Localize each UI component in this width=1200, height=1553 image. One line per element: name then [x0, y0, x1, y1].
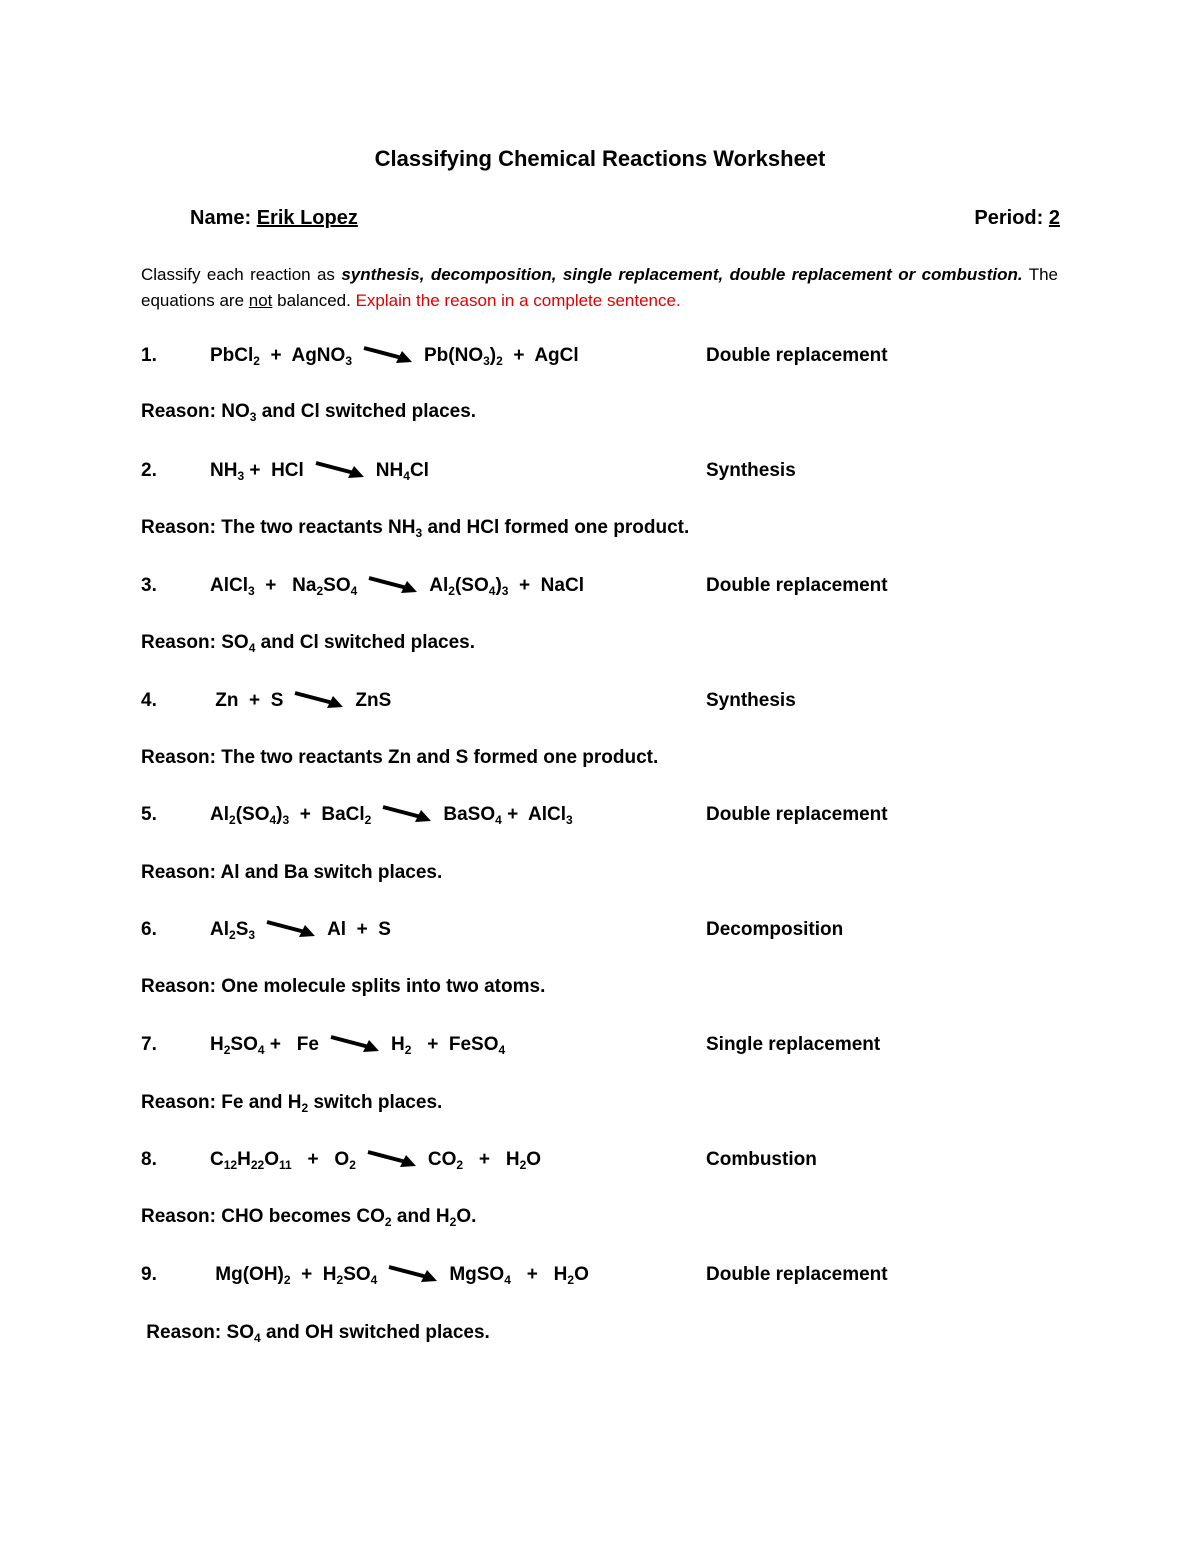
reason-text — [141, 632, 475, 654]
reason-part: and HCl formed one product. — [422, 517, 690, 538]
problem-number: 1. — [141, 345, 157, 366]
reactant-text-subscript: 3 — [237, 469, 245, 484]
product-text-subscript: 3 — [501, 584, 509, 599]
reason-part-subscript: 2 — [301, 1101, 309, 1115]
product-text: (SO — [454, 575, 489, 597]
reaction-arrow-icon — [314, 460, 366, 482]
name-field — [190, 207, 358, 230]
reactant-text-subscript: 4 — [269, 813, 277, 828]
reaction-classification: Double replacement — [706, 804, 888, 825]
product-text-subscript: 4 — [403, 469, 410, 484]
reason-text — [141, 1206, 476, 1228]
reactant-text-subscript: 2 — [283, 1273, 291, 1288]
reason-part: Reason: Al and Ba switch places. — [141, 862, 443, 883]
reaction-classification: Single replacement — [706, 1034, 881, 1055]
instructions-not: not — [248, 291, 273, 310]
product-text: + AlCl — [501, 804, 567, 826]
instructions-text-3: balanced. — [272, 291, 356, 310]
reason-part: O. — [456, 1206, 477, 1227]
chemical-equation — [210, 804, 573, 826]
reactant-text: AlCl — [210, 575, 248, 597]
problem-row — [0, 345, 1200, 375]
reactant-text: SO — [343, 1264, 371, 1286]
product-text: ZnS — [355, 690, 392, 712]
reactant-text: ) — [276, 804, 283, 826]
reactant-text-subscript: 2 — [316, 584, 324, 599]
problem-row — [0, 1149, 1200, 1179]
reason-text — [141, 517, 689, 539]
reason-part: switch places. — [308, 1092, 443, 1113]
period-label: Period: — [974, 207, 1044, 229]
product-text: O — [526, 1149, 542, 1171]
reactant-text-subscript: 3 — [248, 584, 255, 599]
name-value: Erik Lopez — [256, 207, 358, 229]
product-text-subscript: 2 — [456, 1158, 464, 1173]
reason-part: and Cl switched places. — [256, 401, 477, 422]
reactant-text-subscript: 2 — [229, 813, 236, 828]
product-text-subscript: 4 — [498, 1043, 506, 1058]
reason-part: Reason: SO — [141, 1322, 254, 1343]
reason-part: Reason: The two reactants NH — [141, 517, 416, 538]
product-text-subscript: 2 — [496, 354, 503, 369]
reason-part: Reason: Fe and H — [141, 1092, 302, 1113]
product-text: Pb(NO — [424, 345, 484, 367]
reactant-text: PbCl — [210, 345, 254, 367]
reaction-arrow-icon — [367, 575, 419, 597]
problem-row — [0, 1034, 1200, 1064]
reason-part: Reason: SO — [141, 632, 249, 653]
product-text: O — [574, 1264, 589, 1286]
product-text-subscript: 2 — [448, 584, 455, 599]
period-value: 2 — [1048, 207, 1060, 229]
instructions — [141, 262, 1058, 314]
product-text-subscript: 4 — [488, 584, 496, 599]
product-text-subscript: 2 — [404, 1043, 412, 1058]
reactant-text-subscript: 2 — [253, 354, 260, 369]
problem-row — [0, 460, 1200, 490]
chemical-equation — [210, 1034, 505, 1056]
reactant-text-subscript: 2 — [223, 1043, 231, 1058]
reactant-text: Mg(OH) — [210, 1264, 284, 1286]
reactant-text-subscript: 12 — [223, 1158, 238, 1173]
reactant-text: SO — [323, 575, 351, 597]
reactant-text: H — [237, 1149, 251, 1171]
reason-part: and OH switched places. — [260, 1322, 490, 1343]
reactant-text: + H — [290, 1264, 337, 1286]
chemical-equation — [210, 345, 579, 367]
product-text: ) — [489, 345, 497, 367]
reaction-classification: Double replacement — [706, 345, 888, 366]
reactant-text-subscript: 3 — [345, 354, 352, 369]
product-text: + FeSO — [411, 1034, 499, 1056]
reactant-text: + BaCl — [289, 804, 365, 826]
product-text-subscript: 4 — [504, 1273, 511, 1288]
reason-part: Reason: CHO becomes CO — [141, 1206, 385, 1227]
product-text: Cl — [409, 460, 429, 482]
problem-row — [0, 804, 1200, 834]
problem-number: 8. — [141, 1149, 157, 1170]
product-text: BaSO — [443, 804, 496, 826]
reason-part: and H — [391, 1206, 450, 1227]
product-text-subscript: 3 — [566, 813, 573, 828]
chemical-equation — [210, 1149, 541, 1171]
reaction-classification: Decomposition — [706, 919, 844, 940]
problem-row — [0, 919, 1200, 949]
reaction-arrow-icon — [265, 919, 317, 941]
reactant-text-subscript: 2 — [229, 928, 236, 943]
reaction-arrow-icon — [293, 690, 345, 712]
product-text: CO — [427, 1149, 457, 1171]
chemical-equation — [210, 1264, 589, 1286]
period-field — [974, 207, 1060, 230]
reaction-classification: Synthesis — [706, 460, 796, 481]
reason-text — [141, 401, 476, 423]
reason-part-subscript: 4 — [248, 641, 256, 655]
reactant-text: + HCl — [244, 460, 304, 482]
reactant-text-subscript: 22 — [250, 1158, 265, 1173]
product-text-subscript: 3 — [483, 354, 490, 369]
product-text: ) — [495, 575, 502, 597]
reactant-text-subscript: 4 — [350, 584, 358, 599]
problem-number: 6. — [141, 919, 157, 940]
reaction-arrow-icon — [329, 1034, 381, 1056]
reason-part-subscript: 3 — [249, 410, 257, 424]
reason-part: Reason: NO — [141, 401, 250, 422]
reactant-text: C — [210, 1149, 224, 1171]
product-text: H — [390, 1034, 405, 1056]
reaction-classification: Combustion — [706, 1149, 817, 1170]
chemical-equation — [210, 575, 584, 597]
reactant-text: + AgNO — [259, 345, 346, 367]
reactant-text: NH — [210, 460, 238, 482]
reactant-text: + Na — [254, 575, 317, 597]
product-text-subscript: 2 — [567, 1273, 575, 1288]
reactant-text-subscript: 4 — [257, 1043, 265, 1058]
problem-number: 7. — [141, 1034, 157, 1055]
reactant-text: Al — [210, 919, 229, 941]
reactant-text: (SO — [235, 804, 270, 826]
product-text-subscript: 4 — [495, 813, 502, 828]
reactant-text: Al — [210, 804, 229, 826]
reason-text — [141, 862, 442, 884]
chemical-equation — [210, 690, 391, 712]
reactant-text: H — [210, 1034, 224, 1056]
instructions-text: Classify each reaction as — [141, 265, 342, 284]
problem-number: 3. — [141, 575, 157, 596]
instructions-red-note: Explain the reason in a complete sentence. — [355, 291, 681, 310]
reactant-text-subscript: 3 — [282, 813, 290, 828]
reason-part: Reason: The two reactants Zn and S formed one product. — [141, 747, 659, 768]
reactant-text: + Fe — [264, 1034, 319, 1056]
product-text-subscript: 2 — [519, 1158, 527, 1173]
reason-text — [141, 747, 658, 769]
reactant-text: S — [235, 919, 249, 941]
product-text: + NaCl — [508, 575, 584, 597]
reactant-text-subscript: 3 — [248, 928, 256, 943]
reason-part-subscript: 4 — [253, 1331, 261, 1345]
reactant-text: O — [264, 1149, 279, 1171]
product-text: Al — [429, 575, 449, 597]
reason-part: Reason: One molecule splits into two atoms. — [141, 976, 546, 997]
reaction-arrow-icon — [362, 345, 414, 367]
reaction-classification: Synthesis — [706, 690, 796, 711]
reactant-text-subscript: 2 — [364, 813, 372, 828]
instructions-text-2: The equations are — [141, 265, 1059, 310]
reactant-text: + O — [291, 1149, 350, 1171]
problem-number: 2. — [141, 460, 157, 481]
reason-text — [141, 976, 545, 998]
reason-text — [141, 1322, 490, 1344]
reason-part: and Cl switched places. — [255, 632, 476, 653]
reactant-text-subscript: 2 — [336, 1273, 344, 1288]
problem-number: 4. — [141, 690, 157, 711]
problem-number: 5. — [141, 804, 157, 825]
problem-row — [0, 575, 1200, 605]
reaction-arrow-icon — [366, 1149, 418, 1171]
reaction-arrow-icon — [381, 804, 433, 826]
reactant-text: Zn + S — [210, 690, 284, 712]
reason-text — [141, 1092, 442, 1114]
reaction-classification: Double replacement — [706, 575, 888, 596]
product-text: + H — [463, 1149, 520, 1171]
product-text: NH — [375, 460, 404, 482]
reactant-text-subscript: 11 — [278, 1158, 292, 1173]
product-text: + H — [510, 1264, 568, 1286]
product-text: MgSO — [449, 1264, 505, 1286]
reaction-classification: Double replacement — [706, 1264, 888, 1285]
problem-row — [0, 690, 1200, 720]
reactant-text-subscript: 4 — [370, 1273, 378, 1288]
page-title: Classifying Chemical Reactions Worksheet — [374, 146, 826, 171]
reaction-types: synthesis, decomposition, single replacement, double replacement or combustion. — [341, 265, 1023, 284]
reactant-text-subscript: 2 — [349, 1158, 356, 1173]
chemical-equation — [210, 460, 429, 482]
product-text: + AgCl — [502, 345, 579, 367]
reactant-text: SO — [230, 1034, 258, 1056]
name-label: Name: — [190, 207, 252, 229]
chemical-equation — [210, 919, 391, 941]
reason-part-subscript: 2 — [384, 1215, 392, 1229]
reason-part-subscript: 2 — [449, 1215, 457, 1229]
problem-row — [0, 1264, 1200, 1294]
product-text: Al + S — [327, 919, 391, 941]
reaction-arrow-icon — [387, 1264, 439, 1286]
problem-number: 9. — [141, 1264, 157, 1285]
reason-part-subscript: 3 — [415, 526, 423, 540]
